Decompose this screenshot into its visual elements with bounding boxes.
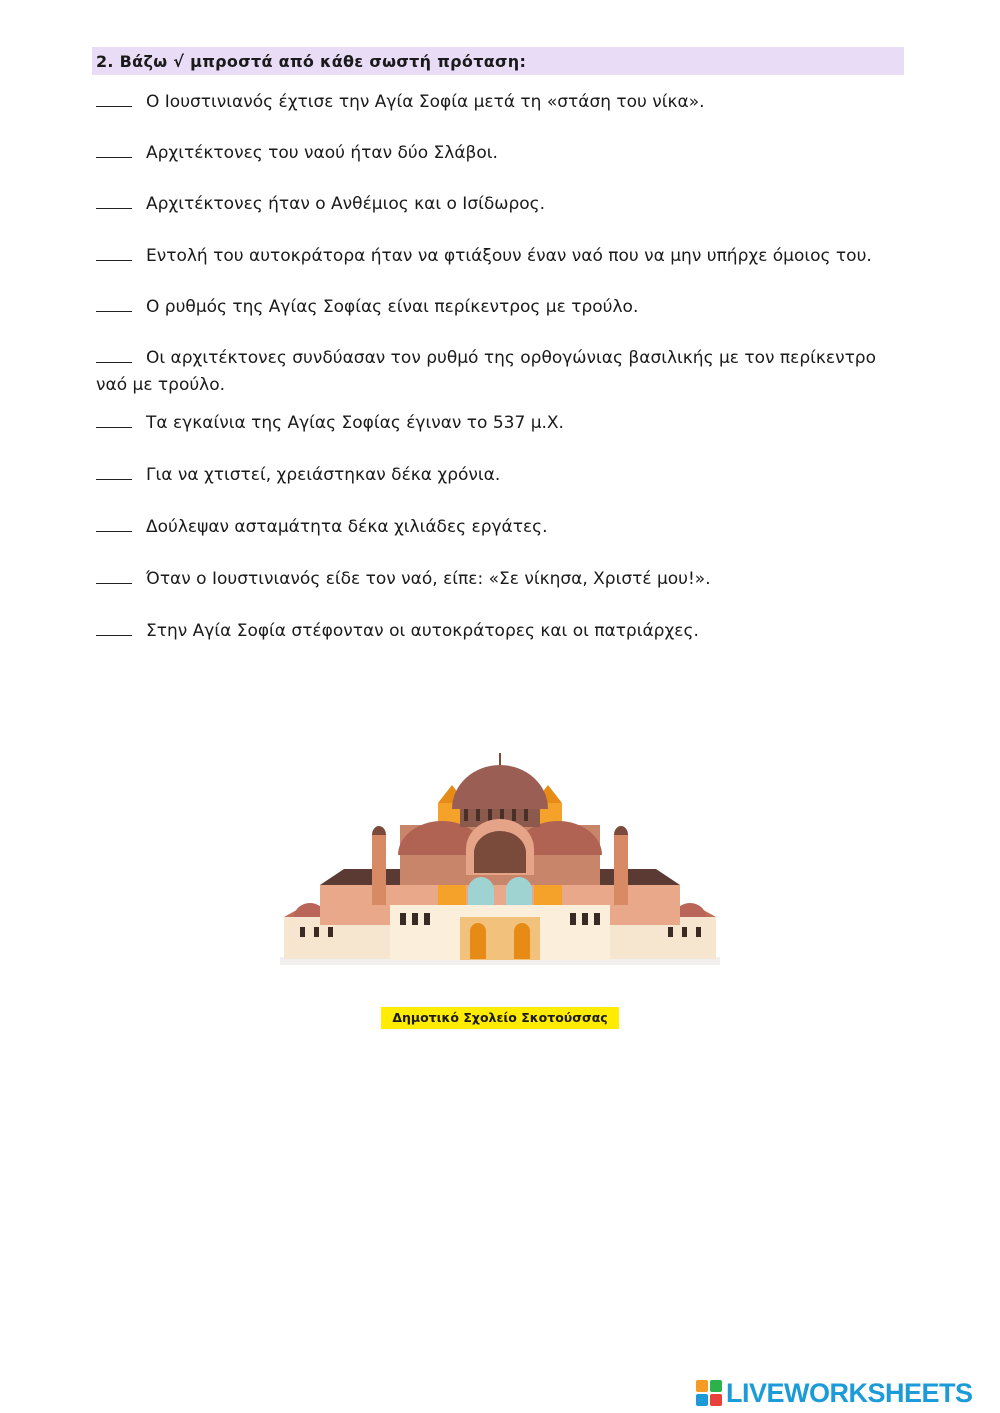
exercise-heading: 2. Βάζω √ μπροστά από κάθε σωστή πρόταση: — [92, 47, 904, 75]
answer-blank[interactable] — [96, 346, 132, 363]
answer-blank[interactable] — [96, 244, 132, 261]
answer-blank[interactable] — [96, 515, 132, 532]
answer-blank[interactable] — [96, 411, 132, 428]
liveworksheets-icon — [696, 1380, 722, 1406]
answer-blank[interactable] — [96, 463, 132, 480]
statement-9: Δούλεψαν ασταμάτητα δέκα χιλιάδες εργάτες. — [96, 514, 906, 541]
answer-blank[interactable] — [96, 192, 132, 209]
answer-blank[interactable] — [96, 90, 132, 107]
school-name-label: Δημοτικό Σχολείο Σκοτούσσας — [381, 1007, 619, 1029]
statement-6: Οι αρχιτέκτονες συνδύασαν τον ρυθμό της ορθογώνιας βασιλικής με τον περίκεντρο ναό με τρούλο. — [96, 348, 876, 395]
statement-10: Όταν ο Ιουστινιανός είδε τον ναό, είπε: «Σε νίκησα, Χριστέ μου!». — [96, 566, 906, 593]
statement-4: Εντολή του αυτοκράτορα ήταν να φτιάξουν έναν ναό που να μην υπήρχε όμοιος του. — [96, 243, 906, 270]
answer-blank[interactable] — [96, 141, 132, 158]
answer-blank[interactable] — [96, 619, 132, 636]
statement-8: Για να χτιστεί, χρειάστηκαν δέκα χρόνια. — [96, 462, 906, 489]
statement-11: Στην Αγία Σοφία στέφονταν οι αυτοκράτορες και οι πατριάρχες. — [96, 618, 906, 645]
statement-1: Ο Ιουστινιανός έχτισε την Αγία Σοφία μετά τη «στάση του νίκα». — [96, 89, 906, 116]
statement-3: Αρχιτέκτονες ήταν ο Ανθέμιος και ο Ισίδωρος. — [96, 191, 906, 218]
statement-5: Ο ρυθμός της Αγίας Σοφίας είναι περίκεντρος με τρούλο. — [96, 294, 906, 321]
hagia-sophia-illustration — [280, 745, 720, 970]
statement-7: Τα εγκαίνια της Αγίας Σοφίας έγιναν το 537 μ.Χ. — [96, 410, 906, 437]
answer-blank[interactable] — [96, 567, 132, 584]
liveworksheets-logo[interactable] — [696, 1377, 973, 1409]
brand-wordmark: LIVEWORKSHEETS — [726, 1377, 973, 1408]
statement-2: Αρχιτέκτονες του ναού ήταν δύο Σλάβοι. — [96, 140, 906, 167]
answer-blank[interactable] — [96, 295, 132, 312]
